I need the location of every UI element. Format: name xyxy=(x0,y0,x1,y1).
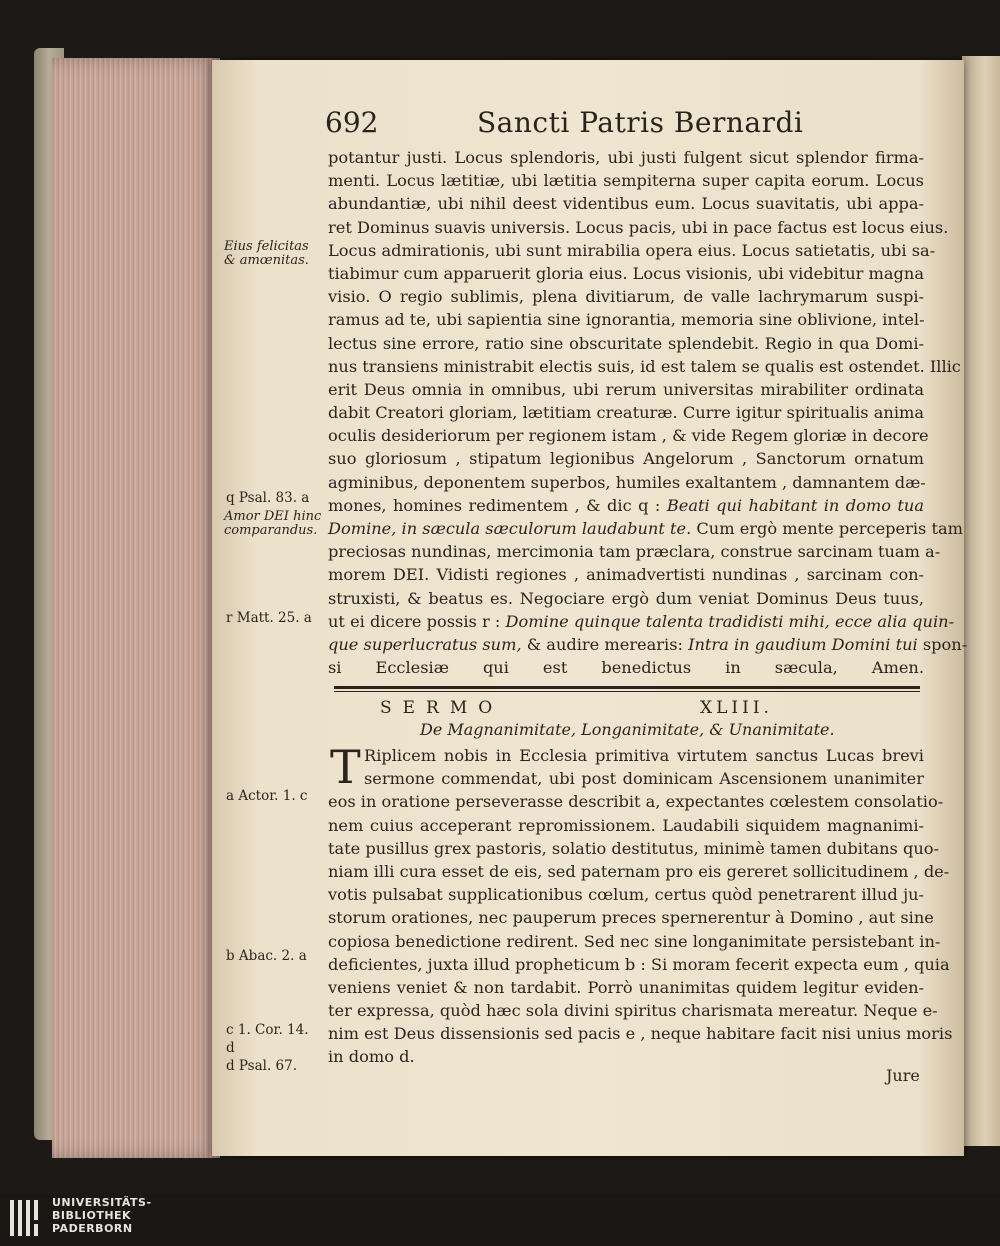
margin-ref: a Actor. 1. c xyxy=(226,788,308,804)
margin-ref: d xyxy=(226,1040,235,1056)
text-segment: si Ecclesiæ qui est benedictus in sæcula, Amen. xyxy=(328,658,924,678)
sermon-number: XLIII. xyxy=(700,698,773,718)
text-line: agminibus, deponentem superbos, humiles exaltantem , damnantem dæ- xyxy=(328,472,926,492)
sermon-line: sermone commendat, ubi post dominicam Ascensionem unanimiter xyxy=(364,769,924,789)
sermon-line: nem cuius acceperant repromissionem. Laudabili siquidem magnanimi- xyxy=(328,815,924,835)
quoted-text: que superlucratus sum, xyxy=(328,634,527,654)
text-line: menti. Locus lætitiæ, ubi lætitia sempiterna super capita eorum. Locus xyxy=(328,171,924,191)
sermon-line: storum orationes, nec pauperum preces spernerentur à Domino , aut sine xyxy=(328,908,934,928)
text-line xyxy=(328,494,924,517)
quoted-text: Domine, in sæcula sæculorum laudabunt te. xyxy=(328,519,697,538)
running-head: Sancti Patris Bernardi xyxy=(477,106,804,139)
text-line: dabit Creatori gloriam, lætitiam creaturæ. Curre igitur spiritualis anima xyxy=(328,403,924,423)
page-header xyxy=(325,106,925,146)
margin-ref: b Abac. 2. a xyxy=(226,948,307,964)
library-logo-text xyxy=(52,1196,152,1235)
section-rule-thin xyxy=(334,691,920,692)
sermon-line: deficientes, juxta illud propheticum b : Si moram fecerit expecta eum , quia xyxy=(328,954,950,974)
logo-line: BIBLIOTHEK xyxy=(52,1209,132,1222)
page-number: 692 xyxy=(325,106,379,139)
sermon-heading: SERMO xyxy=(380,698,504,718)
margin-ref: q Psal. 83. a xyxy=(226,490,310,506)
sermon-line: Riplicem nobis in Ecclesia primitiva virtutem sanctus Lucas brevi xyxy=(364,746,924,765)
text-segment: Cum ergò mente perceperis tam xyxy=(696,519,963,538)
text-line: ret Dominus suavis universis. Locus pacis, ubi in pace factus est locus eius. xyxy=(328,217,949,237)
drop-cap: T xyxy=(330,740,361,794)
text-segment: & audire merearis: xyxy=(526,634,689,654)
quoted-text: Beati qui habitant in domo tua xyxy=(666,495,924,515)
sermon-line: copiosa benedictione redirent. Sed nec sine longanimitate persistebant in- xyxy=(328,931,941,951)
section-rule xyxy=(334,686,920,689)
text-line: visio. O regio sublimis, plena divitiarum, de valle lachrymarum suspi- xyxy=(328,287,924,307)
sermon-line: votis pulsabat supplicationibus cœlum, certus quòd penetrarent illud ju- xyxy=(328,885,924,905)
text-segment: morem DEI. Vidisti regiones , animadvertisti nundinas , sarcinam con- xyxy=(328,565,924,585)
margin-ref: r Matt. 25. a xyxy=(226,610,312,626)
book-fore-edge xyxy=(52,58,220,1158)
text-segment: spon- xyxy=(922,634,968,654)
library-logo-icon xyxy=(8,1196,48,1240)
text-line: Locus admirationis, ubi sunt mirabilia opera eius. Locus satietatis, ubi sa- xyxy=(328,240,936,260)
text-segment: struxisti, & beatus es. Negociare ergò dum veniat Dominus Deus tuus, xyxy=(328,588,924,608)
text-line xyxy=(328,656,924,679)
text-line: lectus sine errore, ratio sine obscuritate splendebit. Regio in qua Domi- xyxy=(328,333,924,353)
sermon-line: tate pusillus grex pastoris, solatio destitutus, minimè tamen dubitans quo- xyxy=(328,838,939,858)
text-line: suo gloriosum , stipatum legionibus Angelorum , Sanctorum ornatum xyxy=(328,449,924,469)
sermon-line: nim est Deus dissensionis sed pacis e , neque habitare facit nisi unius moris xyxy=(328,1024,953,1044)
sermon-line: veniens veniet & non tardabit. Porrò unanimitas quidem legitur eviden- xyxy=(328,977,924,997)
text-line: nus transiens ministrabit electis suis, id est talem se qualis est ostendet. Illic xyxy=(328,356,961,376)
facing-page-edge xyxy=(962,56,1000,1146)
text-line: ramus ad te, ubi sapientia sine ignorantia, memoria sine oblivione, intel- xyxy=(328,310,925,330)
text-line xyxy=(328,517,963,540)
sermon-text xyxy=(328,740,953,1069)
quoted-text: Intra in gaudium Domini tui xyxy=(688,634,923,654)
text-line: oculis desideriorum per regionem istam , & vide Regem gloriæ in decore xyxy=(328,426,929,446)
sermon-line: niam illi cura esset de eis, sed paternam pro eis gereret sollicitudinem , de- xyxy=(328,861,950,881)
text-line xyxy=(328,633,968,656)
text-line xyxy=(328,540,941,563)
text-line: tiabimur cum apparuerit gloria eius. Locus visionis, ubi videbitur magna xyxy=(328,263,924,283)
text-segment: mones, homines redimentem , & dic q : xyxy=(328,495,667,515)
body-text xyxy=(328,146,968,679)
text-segment: ut ei dicere possis r : xyxy=(328,611,506,631)
logo-line: PADERBORN xyxy=(52,1222,133,1235)
margin-ref: d Psal. 67. xyxy=(226,1058,298,1074)
catchword: Jure xyxy=(886,1066,920,1085)
text-line: potantur justi. Locus splendoris, ubi justi fulgent sicut splendor firma- xyxy=(328,148,924,167)
margin-note-amor: Amor DEI hinc comparandus. xyxy=(224,509,322,538)
sermon-line: in domo d. xyxy=(328,1047,415,1067)
sermon-subtitle: De Magnanimitate, Longanimitate, & Unanimitate. xyxy=(420,720,835,739)
sermon-line: eos in oratione perseverasse describit a, expectantes cœlestem consolatio- xyxy=(328,792,944,812)
text-line xyxy=(328,563,924,586)
text-line xyxy=(328,610,955,633)
text-line: abundantiæ, ubi nihil deest videntibus eum. Locus suavitatis, ubi appa- xyxy=(328,194,924,214)
sermon-line: ter expressa, quòd hæc sola divini spiritus charismata mereatur. Neque e- xyxy=(328,1001,938,1021)
text-line xyxy=(328,587,924,610)
logo-line: UNIVERSITÄTS- xyxy=(52,1196,152,1209)
text-segment: preciosas nundinas, mercimonia tam præclara, construe sarcinam tuam a- xyxy=(328,542,941,562)
quoted-text: Domine quinque talenta tradidisti mihi, ecce alia quin- xyxy=(505,611,955,631)
text-line: erit Deus omnia in omnibus, ubi rerum universitas mirabiliter ordinata xyxy=(328,379,924,399)
margin-ref: c 1. Cor. 14. xyxy=(226,1022,309,1038)
margin-note-felicitas: Eius felicitas & amœnitas. xyxy=(224,239,309,268)
